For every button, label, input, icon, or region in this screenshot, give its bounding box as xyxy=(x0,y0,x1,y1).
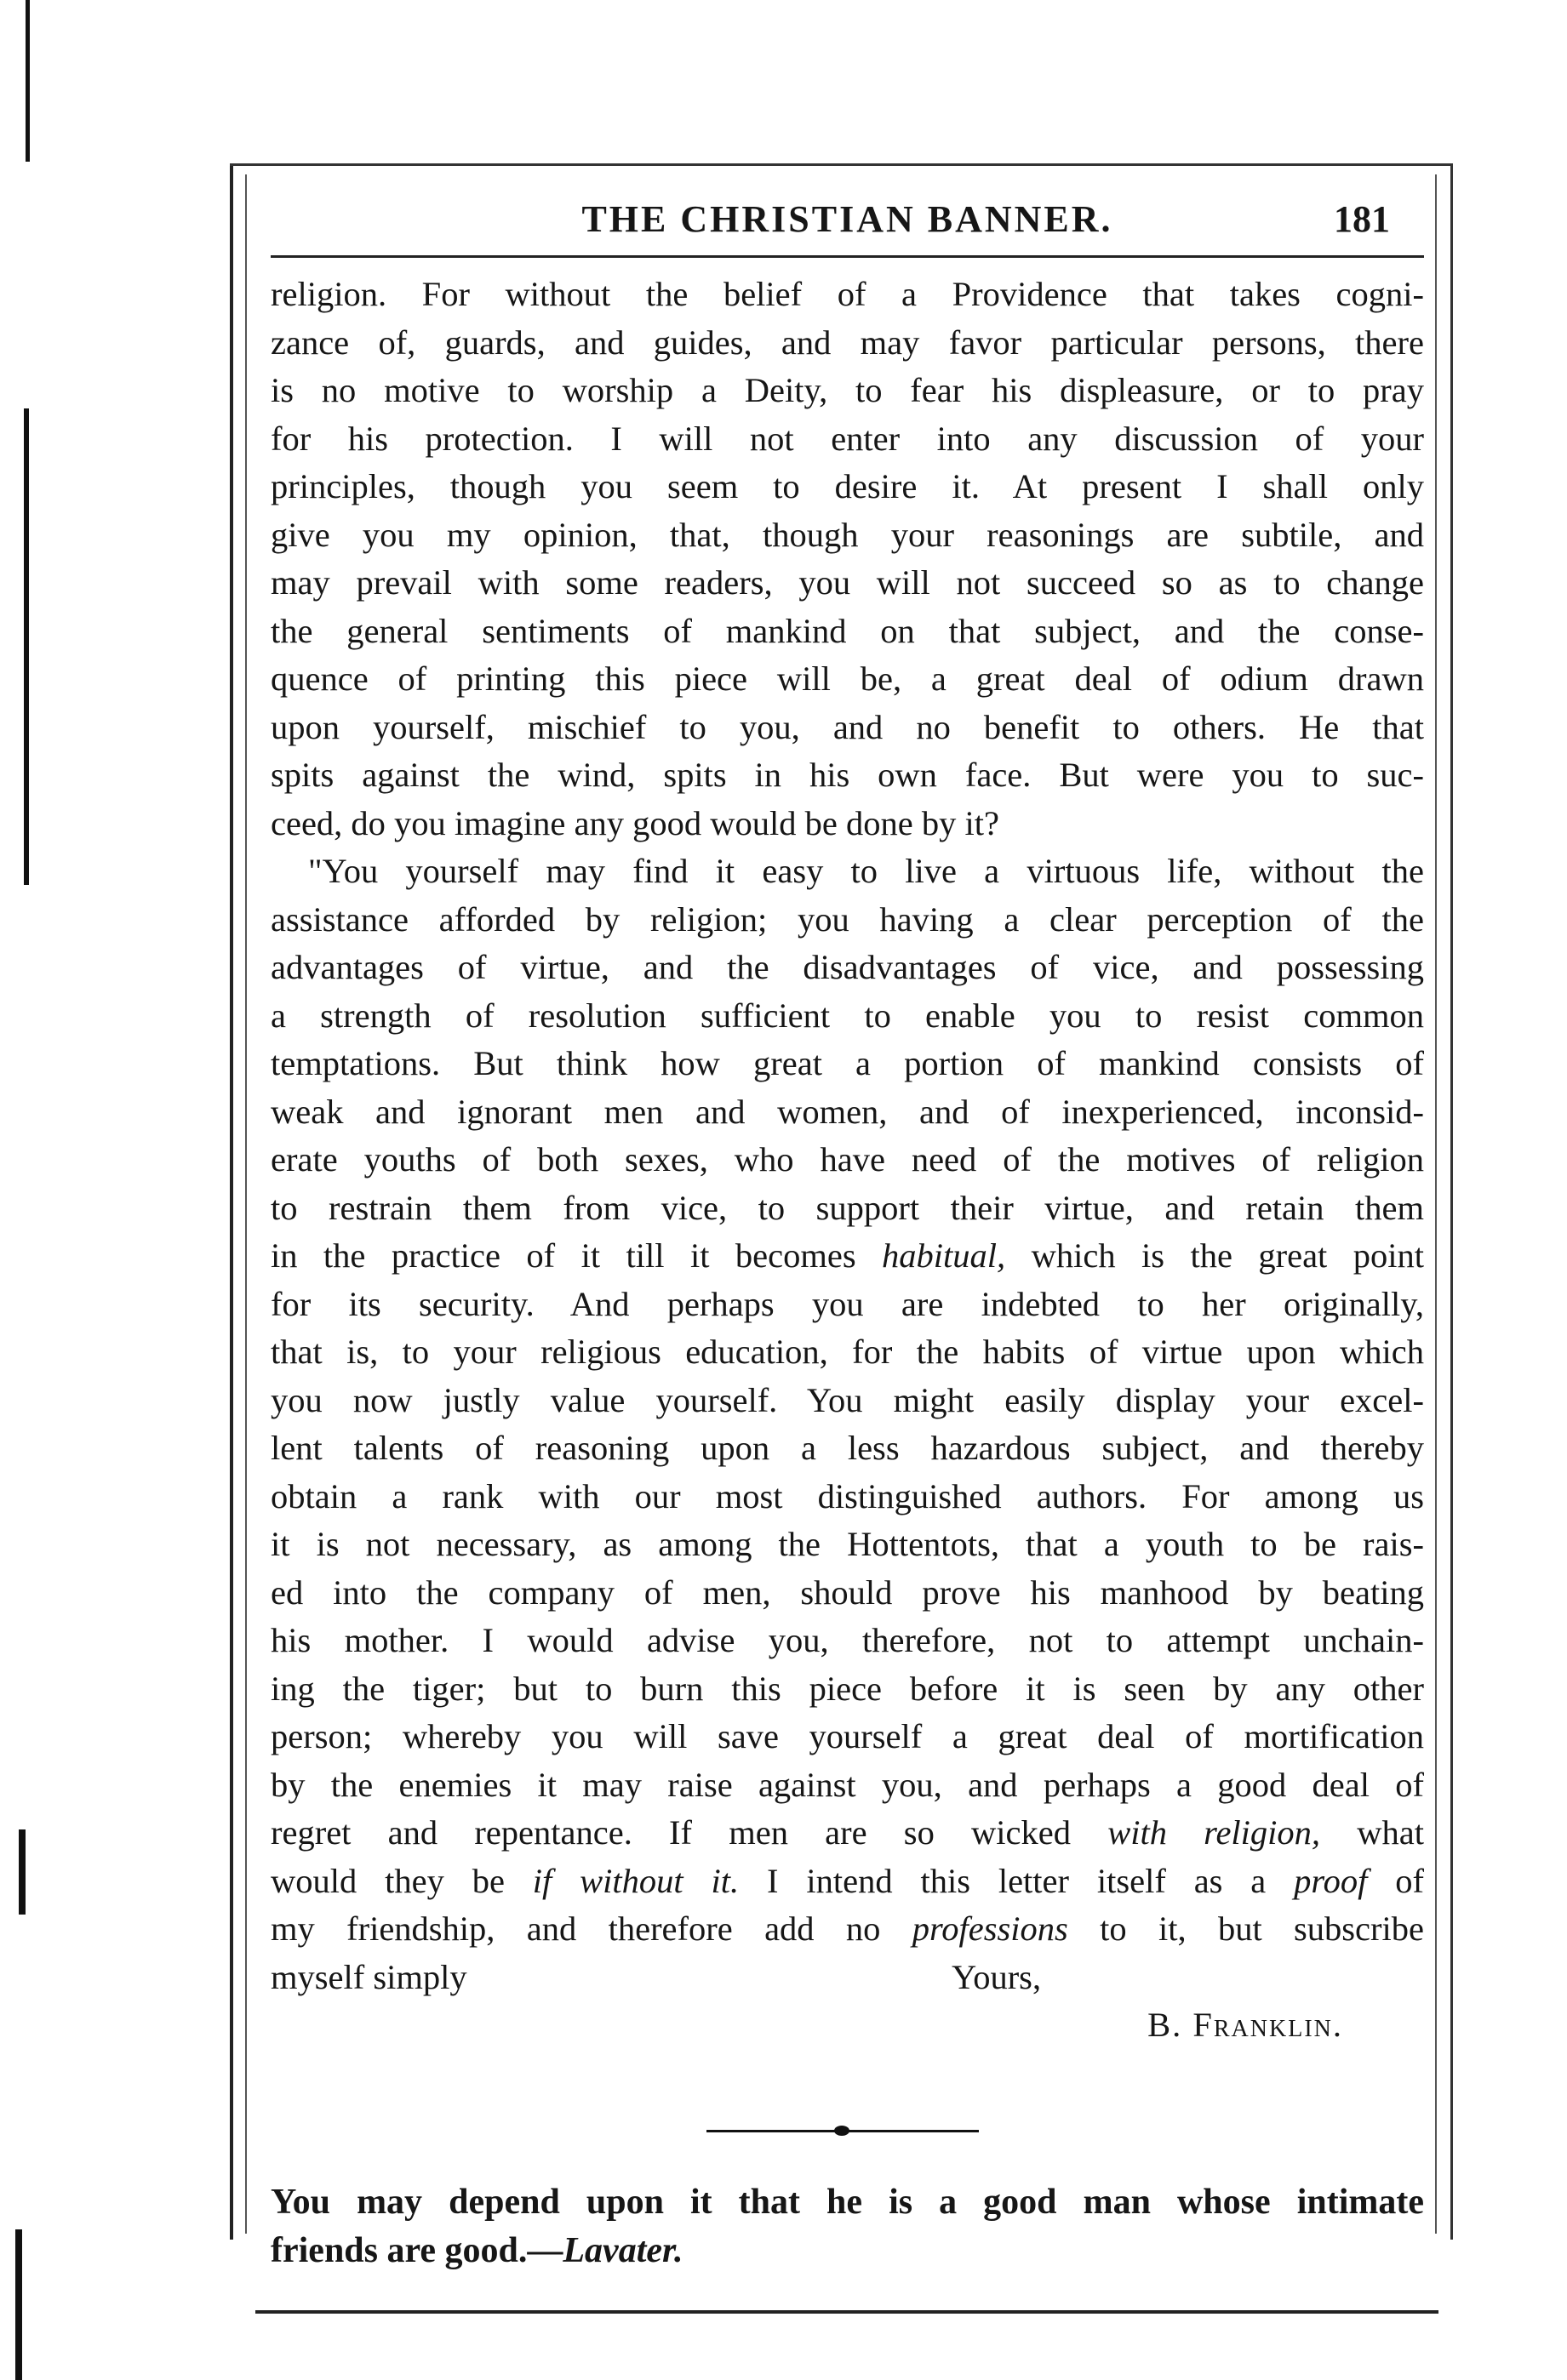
text-line: temptations. But think how great a portion of mankind consists of xyxy=(271,1044,1424,1082)
text-line xyxy=(271,1232,1424,1281)
text-line: upon yourself, mischief to you, and no benefit to others. He that xyxy=(271,707,1424,746)
italic-run: habitual, xyxy=(882,1236,1006,1275)
binding-mark xyxy=(24,408,29,885)
closing-quote xyxy=(271,2177,1424,2273)
page-border-inner-left xyxy=(245,174,247,2234)
text-line: the general sentiments of mankind on that subject, and the conse- xyxy=(271,611,1424,650)
quote-text: friends are good.— xyxy=(271,2230,563,2270)
running-header xyxy=(271,197,1424,248)
text-line: his mother. I would advise you, therefore, not to attempt unchain- xyxy=(271,1621,1424,1659)
binding-mark xyxy=(15,2229,22,2380)
text-line: ing the tiger; but to burn this piece before it is seen by any other xyxy=(271,1669,1424,1708)
text-line: it is not necessary, as among the Hottentots, that a youth to be rais- xyxy=(271,1525,1424,1563)
text-run: I intend this letter itself as a xyxy=(739,1861,1295,1900)
section-divider xyxy=(706,2125,979,2137)
text-line: lent talents of reasoning upon a less hazardous subject, and thereby xyxy=(271,1429,1424,1467)
text-run: would they be xyxy=(271,1861,533,1900)
text-line: ed into the company of men, should prove his manhood by beating xyxy=(271,1572,1424,1612)
text-line: assistance afforded by religion; you having a clear perception of the xyxy=(271,899,1424,939)
text-line: erate youths of both sexes, who have need of the motives of religion xyxy=(271,1140,1424,1179)
text-line: advantages of virtue, and the disadvantages of vice, and possessing xyxy=(271,948,1424,986)
text-line: that is, to your religious education, for the habits of virtue upon which xyxy=(271,1333,1424,1371)
text-line: person; whereby you will save yourself a great deal of mortification xyxy=(271,1717,1424,1755)
text-line xyxy=(271,1809,1424,1858)
signature: B. Franklin. xyxy=(1147,2006,1343,2044)
italic-run: with religion, xyxy=(1107,1813,1321,1852)
text-line: is no motive to worship a Deity, to fear his displeasure, or to pray xyxy=(271,371,1424,409)
page-border-top xyxy=(230,163,1450,166)
page-border-inner-right xyxy=(1435,174,1437,2234)
text-line: to restrain them from vice, to support their virtue, and retain them xyxy=(271,1188,1424,1227)
paragraph-2 xyxy=(271,848,1424,2050)
text-line: weak and ignorant men and women, and of inexperienced, inconsid- xyxy=(271,1092,1424,1131)
italic-run: proof xyxy=(1294,1861,1368,1900)
text-line: quence of printing this piece will be, a great deal of odium drawn xyxy=(271,659,1424,698)
divider-ornament xyxy=(834,2126,849,2136)
text-run: which is the great point xyxy=(1005,1236,1424,1275)
text-line: spits against the wind, spits in his own face. But were you to suc- xyxy=(271,756,1424,794)
binding-mark xyxy=(26,0,30,162)
text-line: obtain a rank with our most distinguished authors. For among us xyxy=(271,1476,1424,1515)
text-run: what xyxy=(1320,1813,1425,1852)
text-line: ceed, do you imagine any good would be done by it? xyxy=(271,803,999,842)
closing-yours: Yours, xyxy=(952,1957,1042,1996)
text-line xyxy=(271,1905,1424,1954)
text-line xyxy=(271,1858,1424,1906)
text-line: give you my opinion, that, though your reasonings are subtile, and xyxy=(271,515,1424,554)
text-line: may prevail with some readers, you will not succeed so as to change xyxy=(271,563,1424,602)
text-run: my friendship, and therefore add no xyxy=(271,1909,912,1948)
italic-run: professions xyxy=(912,1909,1068,1948)
page-number: 181 xyxy=(1334,198,1390,240)
header-rule xyxy=(271,255,1424,258)
text-line: for his protection. I will not enter into any discussion of your xyxy=(271,419,1424,458)
text-run: of xyxy=(1367,1861,1424,1900)
text-line: for its security. And perhaps you are indebted to her originally, xyxy=(271,1284,1424,1323)
quote-attribution: Lavater. xyxy=(563,2230,683,2270)
text-run: to it, but subscribe xyxy=(1067,1909,1424,1948)
text-line: you now justly value yourself. You might easily display your excel- xyxy=(271,1380,1424,1419)
text-line: "You yourself may find it easy to live a virtuous life, without the xyxy=(308,852,1424,890)
text-run: in the practice of it till it becomes xyxy=(271,1236,883,1275)
text-run: regret and repentance. If men are so wicked xyxy=(271,1813,1108,1852)
paragraph-1 xyxy=(271,271,1424,848)
italic-run: if without it. xyxy=(532,1861,740,1900)
text-line: principles, though you seem to desire it. At present I shall only xyxy=(271,467,1424,505)
closing-text: myself simply xyxy=(271,1957,467,1996)
text-line: a strength of resolution sufficient to enable you to resist common xyxy=(271,996,1424,1035)
text-line: religion. For without the belief of a Providence that takes cogni- xyxy=(271,275,1424,313)
text-line: by the enemies it may raise against you, and perhaps a good deal of xyxy=(271,1765,1424,1804)
quote-line xyxy=(271,2225,1424,2274)
closing-line xyxy=(271,1954,1424,2002)
binding-mark xyxy=(19,1829,26,1915)
journal-title: THE CHRISTIAN BANNER. xyxy=(581,198,1113,240)
quote-line: You may depend upon it that he is a good man whose intimate xyxy=(271,2183,1424,2222)
footer-rule xyxy=(255,2310,1438,2314)
text-line: zance of, guards, and guides, and may favor particular persons, there xyxy=(271,322,1424,362)
letter-body xyxy=(271,271,1424,2050)
